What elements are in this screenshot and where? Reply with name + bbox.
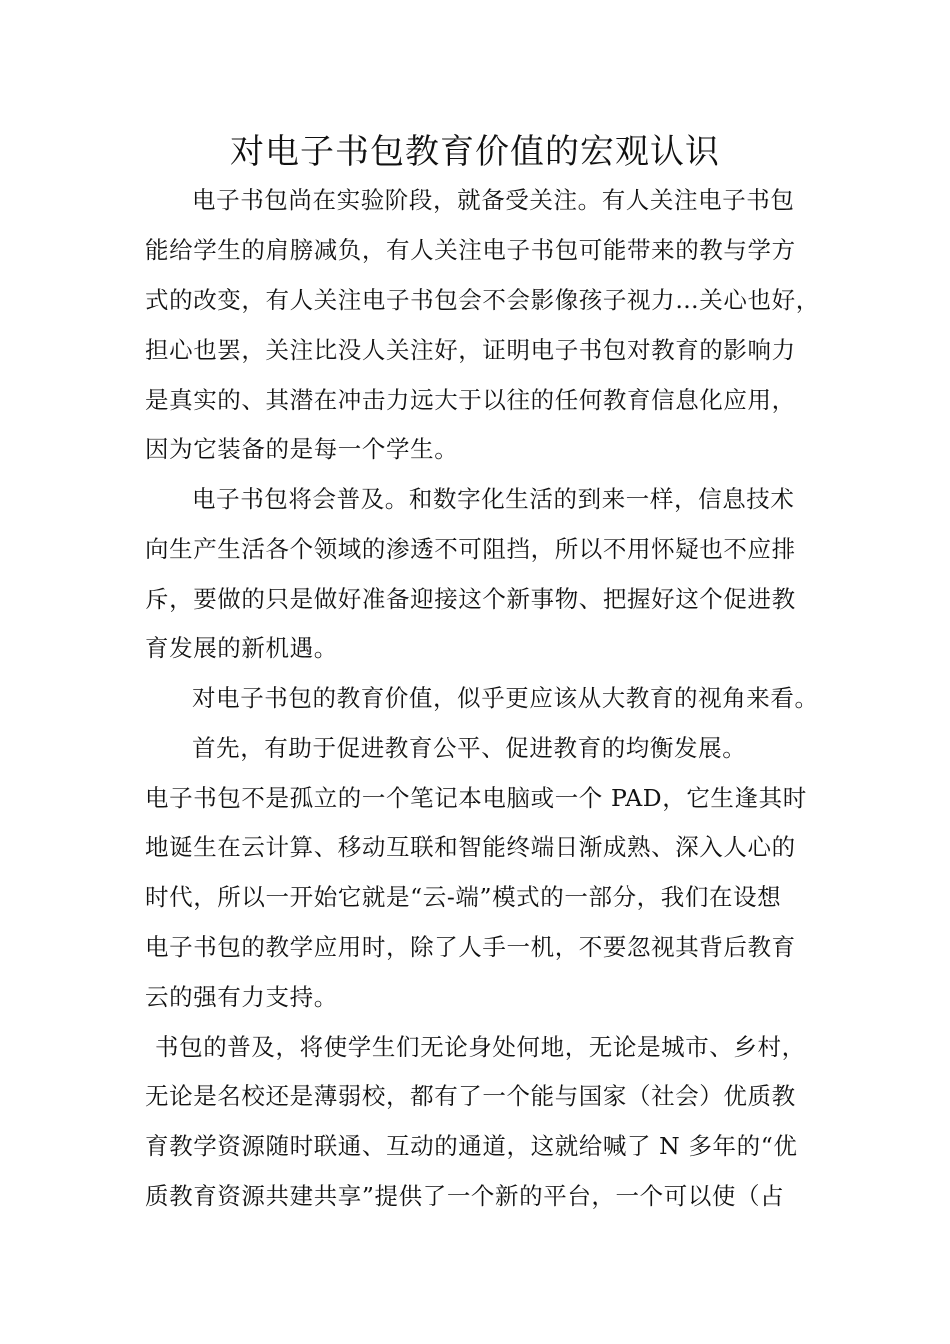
paragraph-5-line-3: 时代，所以一开始它就是“云-端”模式的一部分，我们在设想	[145, 883, 782, 911]
paragraph-2-line-1: 电子书包将会普及。和数字化生活的到来一样，信息技术	[192, 485, 795, 513]
document-title: 对电子书包教育价值的宏观认识	[230, 132, 720, 172]
paragraph-1-line-5: 是真实的、其潜在冲击力远大于以往的任何教育信息化应用，	[145, 386, 796, 414]
paragraph-4-line-1: 首先，有助于促进教育公平、促进教育的均衡发展。	[192, 734, 747, 762]
paragraph-5-line-5: 云的强有力支持。	[145, 983, 338, 1011]
paragraph-3-line-1: 对电子书包的教育价值，似乎更应该从大教育的视角来看。	[192, 684, 819, 712]
paragraph-6-line-2: 无论是名校还是薄弱校，都有了一个能与国家（社会）优质教	[145, 1082, 796, 1110]
paragraph-6-line-4: 质教育资源共建共享”提供了一个新的平台，一个可以使（占	[145, 1182, 785, 1210]
paragraph-1-line-4: 担心也罢，关注比没人关注好，证明电子书包对教育的影响力	[145, 336, 796, 364]
paragraph-1-line-6: 因为它装备的是每一个学生。	[145, 435, 459, 463]
paragraph-5-line-2: 地诞生在云计算、移动互联和智能终端日渐成熟、深入人心的	[145, 833, 796, 861]
paragraph-1-line-2: 能给学生的肩膀减负，有人关注电子书包可能带来的教与学方	[145, 236, 796, 264]
paragraph-2-line-3: 斥，要做的只是做好准备迎接这个新事物、把握好这个促进教	[145, 585, 796, 613]
paragraph-5-line-1: 电子书包不是孤立的一个笔记本电脑或一个 PAD，它生逢其时	[145, 784, 807, 812]
paragraph-6-line-1: 书包的普及，将使学生们无论身处何地，无论是城市、乡村，	[155, 1033, 806, 1061]
paragraph-2-line-4: 育发展的新机遇。	[145, 634, 338, 662]
paragraph-1-line-3: 式的改变，有人关注电子书包会不会影像孩子视力…关心也好，	[145, 286, 820, 314]
paragraph-2-line-2: 向生产生活各个领域的渗透不可阻挡，所以不用怀疑也不应排	[145, 535, 796, 563]
paragraph-5-line-4: 电子书包的教学应用时，除了人手一机，不要忽视其背后教育	[145, 933, 796, 961]
paragraph-6-line-3: 育教学资源随时联通、互动的通道，这就给喊了 N 多年的“优	[145, 1132, 798, 1160]
paragraph-1-line-1: 电子书包尚在实验阶段，就备受关注。有人关注电子书包	[192, 186, 795, 214]
